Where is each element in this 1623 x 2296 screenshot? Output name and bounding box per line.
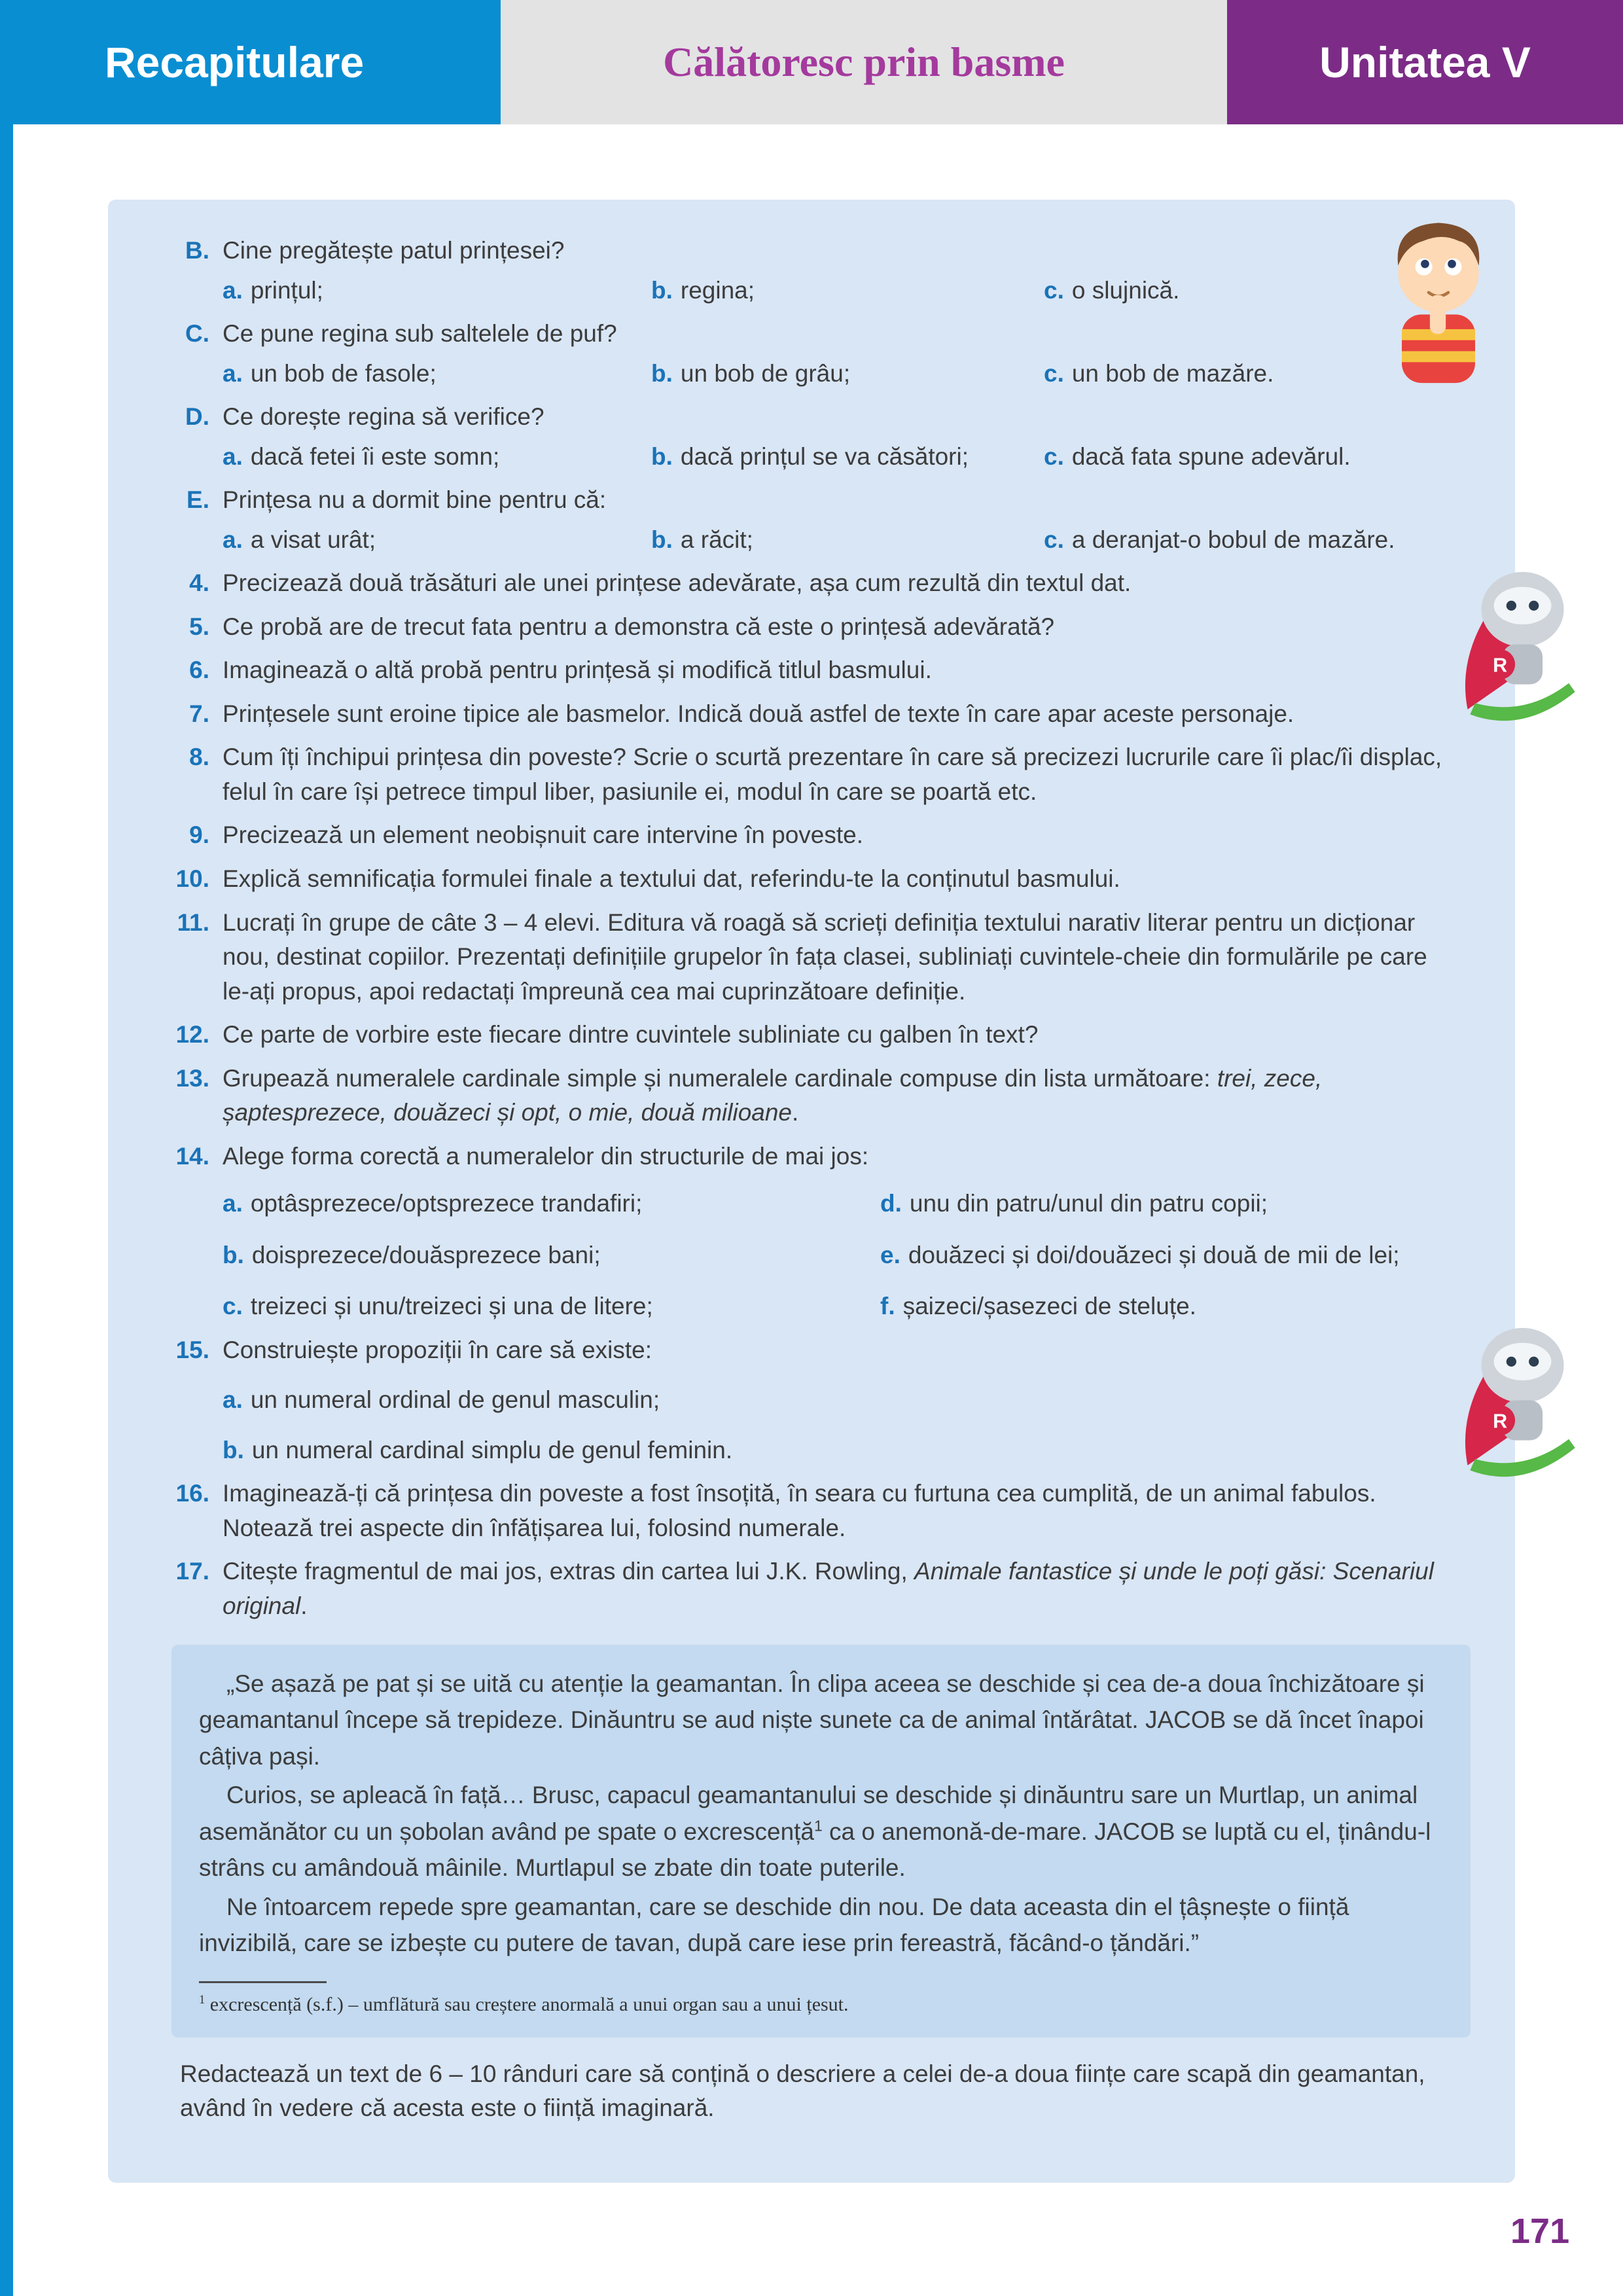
task-item-7	[157, 697, 1476, 732]
option-a	[223, 440, 651, 475]
mcq-question-d	[157, 400, 1476, 474]
option-label: b.	[651, 442, 673, 470]
robot-superhero-icon	[1448, 543, 1585, 733]
footnote-rule	[199, 1981, 327, 1983]
task-text: Cum îți închipui prințesa din poveste? Scrie o scurtă prezentare în care să precizezi lucrurile care îi plac/îi displac, felul în care își petrece timpul liber, pasiunile ei, modul în care se poartă etc.	[223, 744, 1442, 805]
options-row	[223, 523, 1476, 558]
task-text: Alege forma corectă a numeralelor din structurile de mai jos:	[223, 1142, 869, 1170]
quote-text: ca o anemonă-de-mare. JACOB se luptă cu el, ținându-l strâns cu amândouă mâinile. Murtlapul se zbate din toate puterile.	[199, 1818, 1431, 1882]
task-number: 9.	[189, 821, 209, 849]
task-number: 5.	[189, 613, 209, 640]
task-number: 11.	[177, 908, 209, 936]
quote-paragraph-3	[199, 1889, 1439, 1962]
footnote-marker: 1	[814, 1817, 823, 1835]
multiple-choice-section	[157, 234, 1476, 557]
task-item-5	[157, 610, 1476, 645]
option-text: un bob de fasole;	[250, 359, 437, 387]
left-accent-bar	[0, 0, 13, 2296]
task-text-italic: Animale fantastice și unde le poți găsi: Scenariul original	[223, 1558, 1434, 1619]
option-text: doisprezece/douăsprezece bani;	[251, 1241, 601, 1268]
task-14-options-right	[880, 1187, 1400, 1324]
option-text: douăzeci și doi/douăzeci și două de mii de lei;	[908, 1241, 1400, 1268]
footnote-text: excrescență (s.f.) – umflătură sau creștere anormală a unui organ sau a unui țesut.	[205, 1993, 849, 2015]
question-letter: E.	[187, 486, 209, 514]
options-row	[223, 274, 1476, 308]
task-item-6	[157, 653, 1476, 688]
option-b	[651, 523, 1044, 558]
task-item-14	[157, 1139, 1476, 1324]
option-c	[1044, 523, 1476, 558]
question-text: Ce pune regina sub saltelele de puf?	[223, 320, 617, 348]
final-task-text: Redactează un text de 6 – 10 rânduri care să conțină o descriere a celei de-a doua ființe care scapă din geamantan, având în vedere că acesta este o ființă imaginară.	[180, 2060, 1425, 2122]
option-b	[223, 1238, 880, 1273]
quote-text: „Se așază pe pat și se uită cu atenție la geamantan. În clipa aceea se deschide și cea de-a doua închizătoare și geamantanul începe să trepideze. Dinăuntru se aud niște sunete ca de animal întărâtat. JACOB se dă încet înapoi câțiva pași.	[199, 1670, 1425, 1770]
task-number: 7.	[189, 700, 209, 727]
option-text: optâsprezece/optsprezece trandafiri;	[250, 1190, 643, 1217]
task-item-17	[157, 1554, 1476, 1623]
option-a	[223, 1187, 880, 1221]
option-b	[651, 440, 1044, 475]
quote-text: Curios, se apleacă în față… Brusc, capacul geamantanului se deschide și dinăuntru sare un Murtlap, un animal asemănător cu un șobolan având pe spate o excrescență	[199, 1782, 1418, 1845]
option-label: b.	[223, 1241, 244, 1268]
option-b	[223, 1433, 1378, 1468]
task-text: .	[300, 1592, 308, 1619]
thinking-boy-icon	[1360, 209, 1517, 393]
task-text-italic: trei, zece, șaptesprezece, douăzeci și opt, o mie, două milioane	[223, 1064, 1323, 1126]
option-label: e.	[880, 1241, 901, 1268]
option-label: b.	[651, 526, 673, 553]
task-item-11	[157, 906, 1476, 1009]
option-text: unu din patru/unul din patru copii;	[909, 1190, 1268, 1217]
option-text: a visat urât;	[250, 526, 376, 553]
task-14-options	[223, 1187, 1456, 1324]
task-text: .	[792, 1099, 799, 1126]
task-14-options-left	[223, 1187, 880, 1324]
option-text: regina;	[680, 276, 755, 304]
task-item-10	[157, 862, 1476, 897]
option-text: a deranjat-o bobul de mazăre.	[1071, 526, 1395, 553]
task-text: Imaginează o altă probă pentru prințesă și modifică titlul basmului.	[223, 656, 932, 684]
svg-text:R: R	[1493, 1410, 1508, 1433]
task-item-16	[157, 1477, 1476, 1545]
task-item-4	[157, 566, 1476, 601]
option-label: d.	[880, 1190, 902, 1217]
option-label: a.	[223, 276, 243, 304]
task-number: 14.	[175, 1142, 209, 1170]
option-label: c.	[223, 1293, 243, 1320]
quote-paragraph-1	[199, 1666, 1439, 1775]
question-text: Ce dorește regina să verifice?	[223, 403, 544, 431]
quote-paragraph-2	[199, 1777, 1439, 1886]
quoted-fragment-box	[171, 1645, 1471, 2037]
header-section-recapitulare	[0, 0, 501, 124]
mcq-question-b	[157, 234, 1476, 308]
question-text: Prințesa nu a dormit bine pentru că:	[223, 486, 607, 514]
task-number: 4.	[189, 569, 209, 597]
option-b	[651, 357, 1044, 391]
header-chapter-title	[501, 0, 1227, 124]
task-text: Ce parte de vorbire este fiecare dintre cuvintele subliniate cu galben în text?	[223, 1021, 1039, 1049]
option-label: a.	[223, 442, 243, 470]
options-row	[223, 440, 1476, 475]
option-label: b.	[651, 359, 673, 387]
task-number: 17.	[175, 1558, 209, 1585]
option-b	[651, 274, 1044, 308]
quote-text: Ne întoarcem repede spre geamantan, care se deschide din nou. De data aceasta din el țâșnește o ființă invizibilă, care se izbește cu putere de tavan, după care iese prin fereastră, făcând-o țăndări.”	[199, 1893, 1349, 1957]
task-text: Precizează două trăsături ale unei prințese adevărate, așa cum rezultă din textul dat.	[223, 569, 1132, 597]
header-recapitulare-label: Recapitulare	[105, 38, 365, 86]
mcq-question-e	[157, 483, 1476, 557]
robot-superhero-illustration	[1448, 1299, 1585, 1489]
exercises-panel	[108, 200, 1515, 2183]
option-label: a.	[223, 1386, 243, 1414]
option-label: c.	[1044, 442, 1064, 470]
task-number: 8.	[189, 744, 209, 771]
footnote-number: 1	[199, 1992, 205, 2007]
question-letter: C.	[185, 320, 209, 348]
numbered-tasks-section	[157, 566, 1476, 1623]
option-text: o slujnică.	[1071, 276, 1180, 304]
option-label: b.	[223, 1436, 244, 1463]
option-d	[880, 1187, 1400, 1221]
option-label: c.	[1044, 359, 1064, 387]
task-number: 6.	[189, 656, 209, 684]
task-text: Construiește propoziții în care să existe:	[223, 1336, 652, 1363]
option-text: un bob de mazăre.	[1071, 359, 1274, 387]
option-f	[880, 1289, 1400, 1324]
option-e	[880, 1238, 1400, 1273]
option-label: c.	[1044, 526, 1064, 553]
page-number: 171	[1510, 2212, 1570, 2251]
header-unit-label	[1227, 0, 1623, 124]
unit-label: Unitatea V	[1319, 38, 1531, 86]
question-letter: D.	[185, 403, 209, 431]
options-row	[223, 357, 1476, 391]
task-text: Grupează numeralele cardinale simple și numeralele cardinale compuse din lista următoare:	[223, 1064, 1217, 1092]
option-c	[223, 1289, 880, 1324]
option-text: un numeral ordinal de genul masculin;	[250, 1386, 660, 1414]
option-a	[223, 274, 651, 308]
option-text: un numeral cardinal simplu de genul feminin.	[251, 1436, 733, 1463]
mcq-question-c	[157, 317, 1476, 391]
task-item-15	[157, 1333, 1476, 1468]
svg-text:R: R	[1493, 654, 1508, 677]
task-number: 13.	[175, 1064, 209, 1092]
option-label: a.	[223, 359, 243, 387]
task-item-13	[157, 1062, 1476, 1130]
option-label: b.	[651, 276, 673, 304]
task-text: Imaginează-ți că prințesa din poveste a fost însoțită, în seara cu furtuna cea cumplită, de un animal fabulos. Notează trei aspecte din înfățișarea lui, folosind numerale.	[223, 1480, 1376, 1541]
option-label: f.	[880, 1293, 895, 1320]
task-text: Ce probă are de trecut fata pentru a demonstra că este o prințesă adevărată?	[223, 613, 1055, 640]
task-number: 10.	[175, 865, 209, 892]
question-text: Cine pregătește patul prințesei?	[223, 237, 565, 264]
task-item-9	[157, 818, 1476, 853]
option-text: șaizeci/șasezeci de steluțe.	[902, 1293, 1196, 1320]
task-text: Explică semnificația formulei finale a textului dat, referindu-te la conținutul basmului.	[223, 865, 1120, 892]
chapter-title-label: Călătoresc prin basme	[663, 39, 1065, 85]
task-text: Precizează un element neobișnuit care intervine în poveste.	[223, 821, 864, 849]
task-item-12	[157, 1018, 1476, 1052]
option-text: prințul;	[250, 276, 323, 304]
option-label: c.	[1044, 276, 1064, 304]
task-number: 12.	[175, 1021, 209, 1049]
task-text: Citește fragmentul de mai jos, extras din cartea lui J.K. Rowling,	[223, 1558, 915, 1585]
option-label: a.	[223, 1190, 243, 1217]
footnote	[199, 1990, 1439, 2019]
option-text: dacă fata spune adevărul.	[1071, 442, 1351, 470]
task-number: 16.	[175, 1480, 209, 1507]
page-header	[0, 0, 1623, 124]
option-a	[223, 1383, 1378, 1418]
option-text: treizeci și unu/treizeci și una de litere;	[250, 1293, 653, 1320]
thinking-boy-illustration	[1360, 209, 1517, 393]
question-letter: B.	[185, 237, 209, 264]
option-text: dacă fetei îi este somn;	[250, 442, 500, 470]
task-text: Prințesele sunt eroine tipice ale basmelor. Indică două astfel de texte în care apar aceste personaje.	[223, 700, 1294, 727]
option-label: a.	[223, 526, 243, 553]
option-text: un bob de grâu;	[680, 359, 851, 387]
robot-superhero-icon	[1448, 1299, 1585, 1489]
robot-superhero-illustration	[1448, 543, 1585, 733]
option-c	[1044, 440, 1476, 475]
task-number: 15.	[175, 1336, 209, 1363]
option-a	[223, 523, 651, 558]
option-text: a răcit;	[680, 526, 753, 553]
task-item-8	[157, 740, 1476, 809]
task-text: Lucrați în grupe de câte 3 – 4 elevi. Editura vă roagă să scrieți definiția textului narativ literar pentru un dicționar nou, destinat copiilor. Prezentați definițiile grupelor în fața clasei, subliniați cuvintele-cheie din formulările pe care le-ați propus, apoi redactați împreună cea mai cuprinzătoare definiție.	[223, 908, 1427, 1005]
option-a	[223, 357, 651, 391]
option-text: dacă prințul se va căsători;	[680, 442, 969, 470]
